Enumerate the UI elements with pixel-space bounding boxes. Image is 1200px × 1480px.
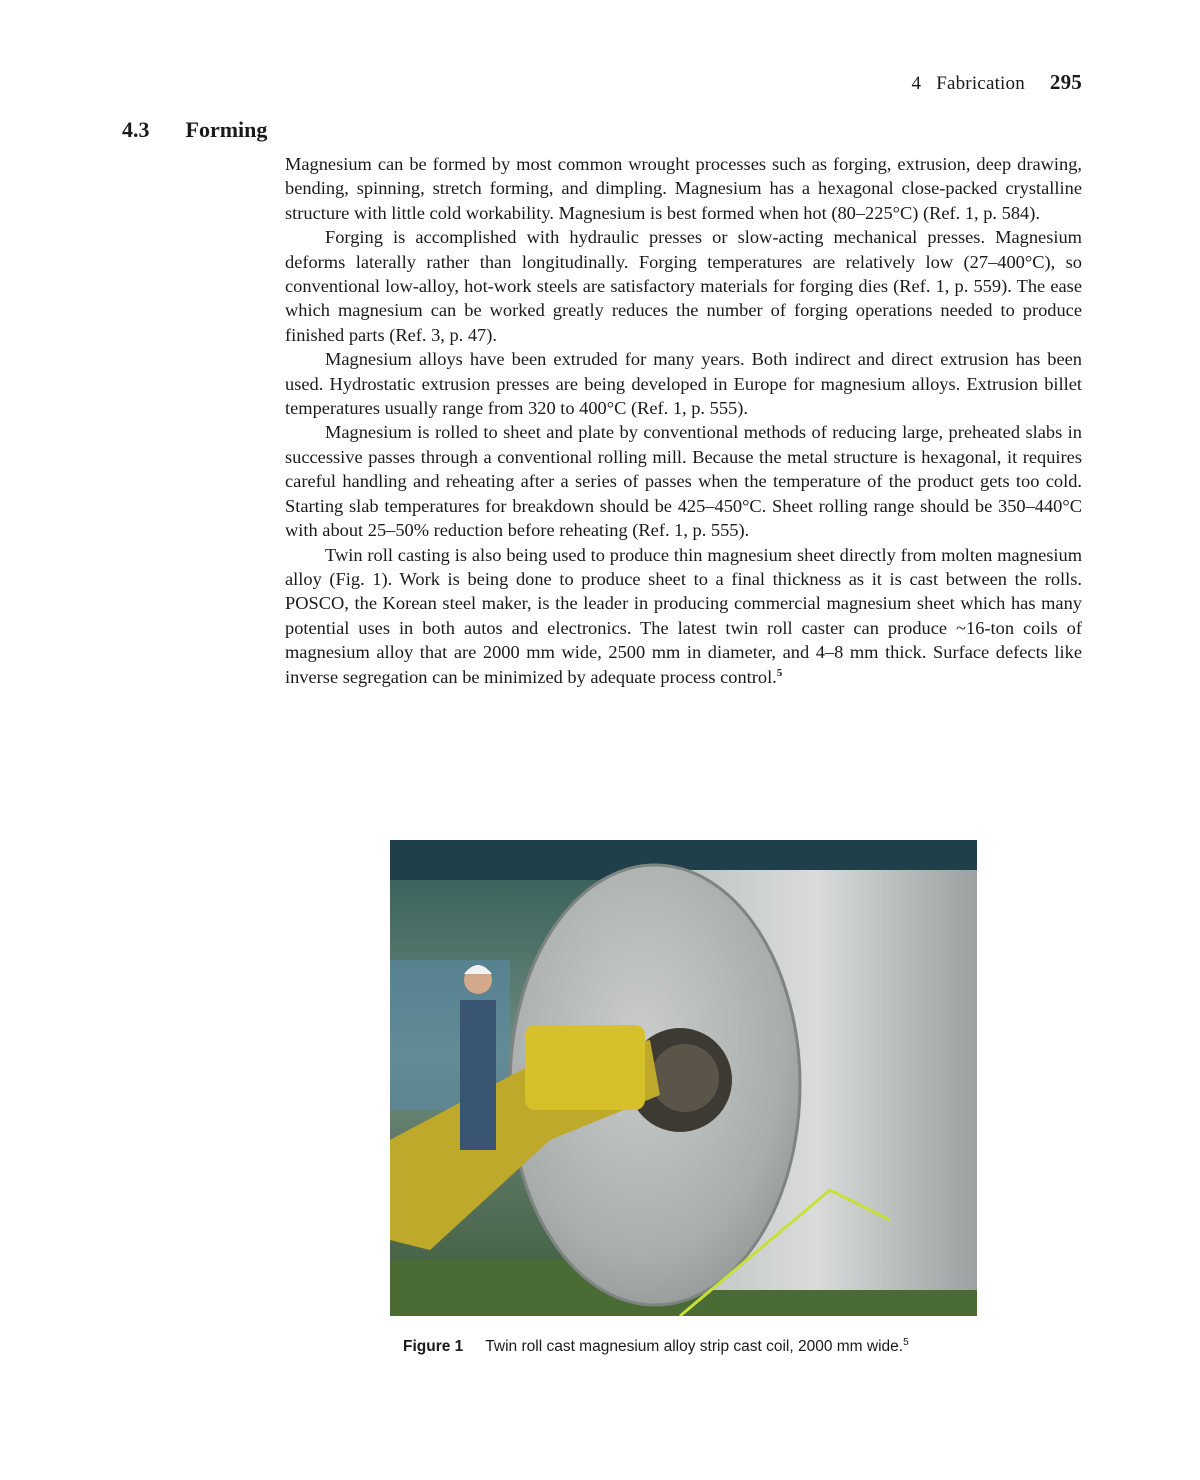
caption-reference: 5: [903, 1336, 909, 1348]
reference-superscript: 5: [776, 666, 783, 679]
yellow-mandrel: [525, 1025, 645, 1110]
paragraph-rolling: Magnesium is rolled to sheet and plate by conventional methods of reducing large, preheated slabs in successive passes through a conventional rolling mill. Because the metal structure is hexagonal, it requires careful handling and reheating after a series of passes when the temperature of the product gets too cold. Starting slab temperatures for breakdown should be 425–450°C. Sheet rolling range should be 350–440°C with about 25–50% reduction before reheating (Ref. 1, p. 555).: [285, 422, 1082, 541]
running-head: [912, 70, 1082, 95]
figure-photo: [390, 840, 977, 1316]
paragraph-extrusion: Magnesium alloys have been extruded for many years. Both indirect and direct extrusion has been used. Hydrostatic extrusion presses are being developed in Europe for magnesium alloys. Extrusion billet temperatures usually range from 320 to 400°C (Ref. 1, p. 555).: [285, 349, 1082, 419]
section-number: 4.3: [122, 117, 150, 142]
worker-body: [460, 1000, 496, 1150]
section-title: Forming: [185, 117, 268, 142]
paragraph-twin-roll: [285, 543, 1082, 689]
coil-hub-inner: [651, 1044, 719, 1112]
figure-label: Figure 1: [403, 1338, 464, 1355]
chapter-number: 4: [911, 73, 922, 94]
section-heading: [122, 117, 267, 143]
figure-caption-text: Twin roll cast magnesium alloy strip cast coil, 2000 mm wide.: [485, 1338, 904, 1355]
coil-photo-illustration: [390, 840, 977, 1316]
paragraph-intro: Magnesium can be formed by most common wrought processes such as forging, extrusion, deep drawing, bending, spinning, stretch forming, and dimpling. Magnesium has a hexagonal close-packed crystalline structure with little cold workability. Magnesium is best formed when hot (80–225°C) (Ref. 1, p. 584).: [285, 154, 1082, 223]
page-number: 295: [1049, 70, 1082, 94]
chapter-title: Fabrication: [936, 73, 1025, 94]
figure-caption: [403, 1338, 909, 1356]
paragraph-forging: Forging is accomplished with hydraulic presses or slow-acting mechanical presses. Magnesium deforms laterally rather than longitudinally. Forging temperatures are relatively low (27–400°C), so conventional low-alloy, hot-work steels are satisfactory materials for forging dies (Ref. 1, p. 559). The ease which magnesium can be worked greatly reduces the number of forging operations needed to produce finished parts (Ref. 3, p. 47).: [285, 227, 1082, 345]
paragraph-twin-roll-text: Twin roll casting is also being used to produce thin magnesium sheet directly from molten magnesium alloy (Fig. 1). Work is being done to produce sheet to a final thickness as it is cast between the rolls. POSCO, the Korean steel maker, is the leader in producing commercial magnesium sheet which has many potential uses in both autos and electronics. The latest twin roll caster can produce ~16-ton coils of magnesium alloy that are 2000 mm wide, 2500 mm in diameter, and 4–8 mm thick. Surface defects like inverse segregation can be minimized by adequate process control.: [285, 544, 1082, 687]
body-text: [285, 152, 1082, 689]
